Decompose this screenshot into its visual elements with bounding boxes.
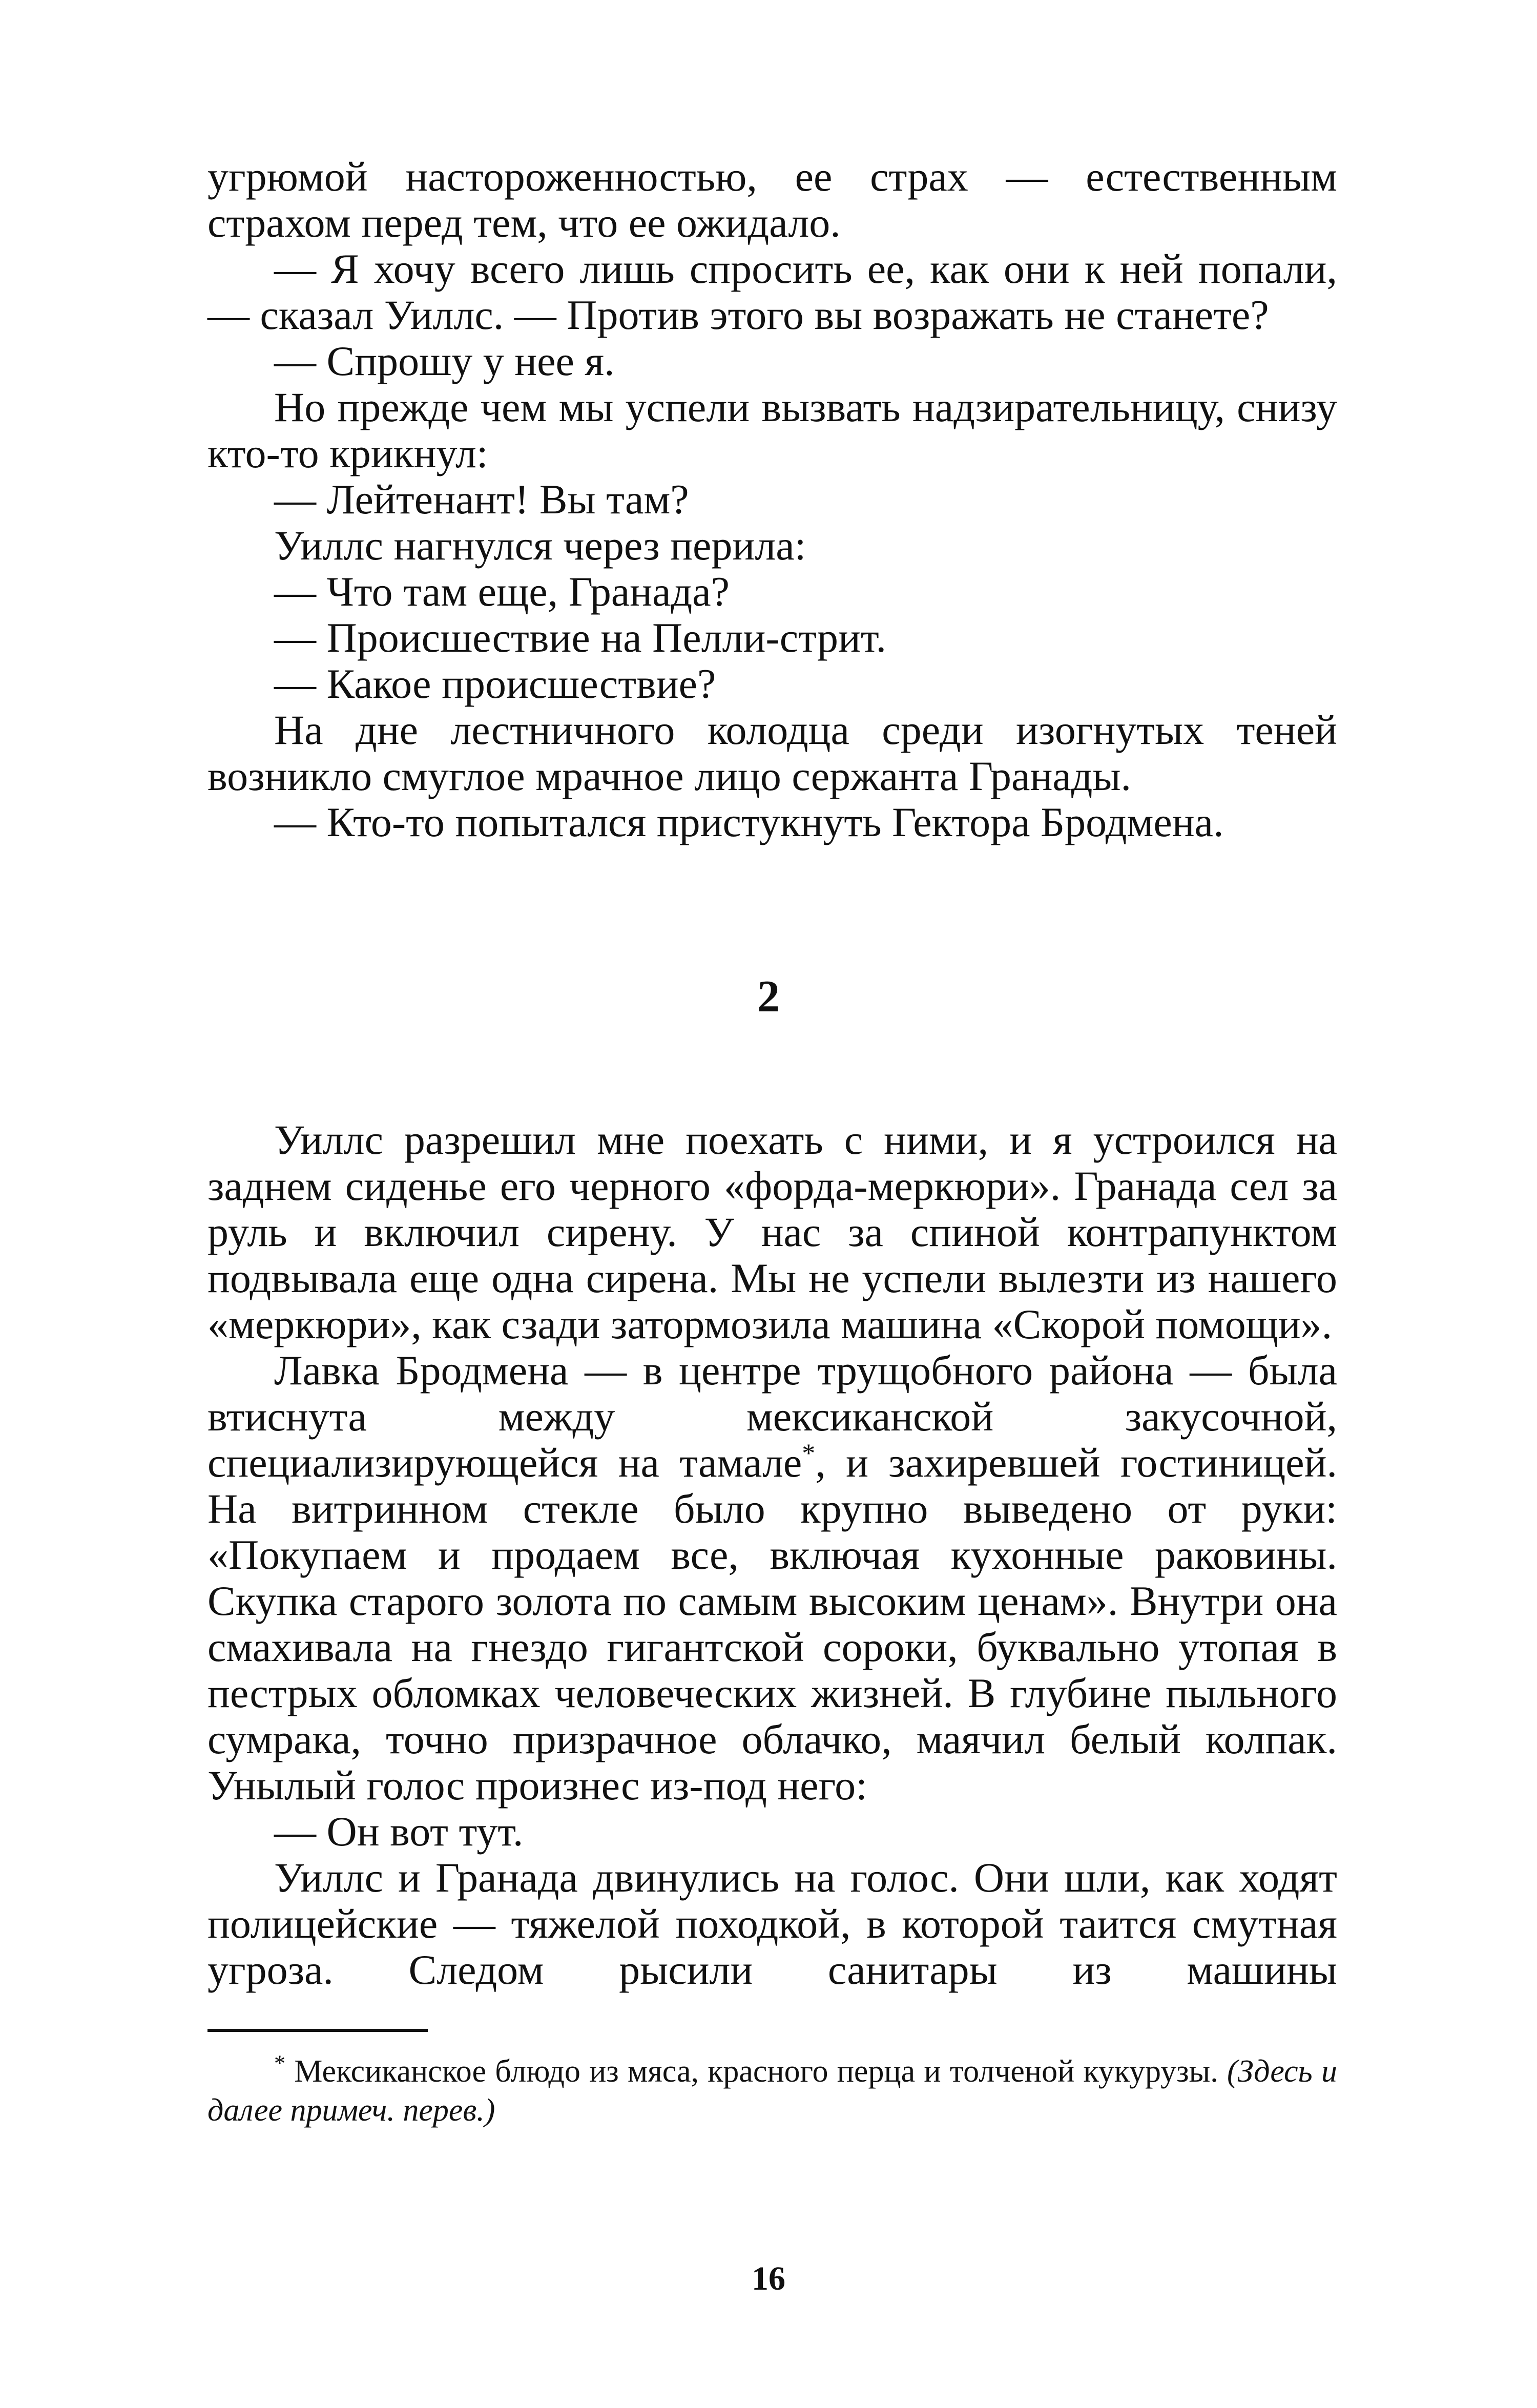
dialogue-line: — Кто-то попытался пристукнуть Гектора Бродмена.: [274, 799, 1224, 845]
chapter-number: 2: [757, 972, 780, 1022]
dialogue-line: — Какое происшествие?: [274, 660, 716, 707]
paragraph: Но прежде чем мы успели вызвать надзирательницу, снизу кто-то крикнул:: [207, 384, 1337, 476]
paragraph: Уиллс и Гранада двинулись на голос. Они шли, как ходят полицейские — тяжелой походкой, в которой таится смутная угроза. Следом рысили санитары из машины: [207, 1854, 1337, 1993]
text-block-top: [207, 154, 1337, 845]
dialogue-line: — Что там еще, Гранада?: [274, 568, 730, 615]
footnote: [207, 2052, 1337, 2130]
paragraph-text: , и захиревшей гостиницей. На витринном стекле было крупно выведено от руки: «Покупаем и продаем все, включая кухонные раковины. Скупка старого золота по самым высоким ценам». Внутри она смахивала на гнездо гигантской сороки, буквально утопая в пестрых обломках человеческих жизней. В глубине пыльного сумрака, точно призрачное облачко, маячил белый колпак. Унылый голос произнес из-под него:: [207, 1439, 1337, 1809]
dialogue-line: — Происшествие на Пелли-стрит.: [274, 614, 887, 661]
paragraph: Уиллс разрешил мне поехать с ними, и я устроился на заднем сиденье его черного «форда-меркюри». Гранада сел за руль и включил сирену. У нас за спиной контрапунктом подвывала еще одна сирена. Мы не успели вылезти из нашего «меркюри», как сзади затормозила машина «Скорой помощи».: [207, 1116, 1337, 1347]
dialogue-line: — Я хочу всего лишь спросить ее, как они к ней попали, — сказал Уиллс. — Против этого вы возражать не станете?: [207, 245, 1337, 338]
footnote-marker: *: [274, 2050, 285, 2076]
paragraph: На дне лестничного колодца среди изогнутых теней возникло смуглое мрачное лицо сержанта Гранады.: [207, 707, 1337, 799]
text-block-bottom: [207, 1117, 1337, 1993]
footnote-text: Мексиканское блюдо из мяса, красного перца и толченой кукурузы.: [294, 2054, 1218, 2089]
paragraph: Уиллс нагнулся через перила:: [274, 522, 806, 569]
paragraph-text: Лавка Бродмена — в центре трущобного района — была втиснута между мексиканской закусочной, специализирующейся на тамале: [207, 1347, 1337, 1486]
dialogue-line: — Он вот тут.: [274, 1808, 524, 1855]
dialogue-line: — Лейтенант! Вы там?: [274, 476, 689, 523]
paragraph-with-footnote: [207, 1347, 1337, 1809]
page-number: 16: [752, 2260, 785, 2297]
dialogue-line: — Спрошу у нее я.: [274, 338, 615, 384]
footnote-marker: *: [802, 1439, 816, 1468]
footnote-note: (Здесь и далее примеч. перев.): [207, 2054, 1337, 2128]
paragraph: угрюмой настороженностью, ее страх — естественным страхом перед тем, что ее ожидало.: [207, 153, 1337, 246]
footnote-divider: [207, 2029, 428, 2032]
